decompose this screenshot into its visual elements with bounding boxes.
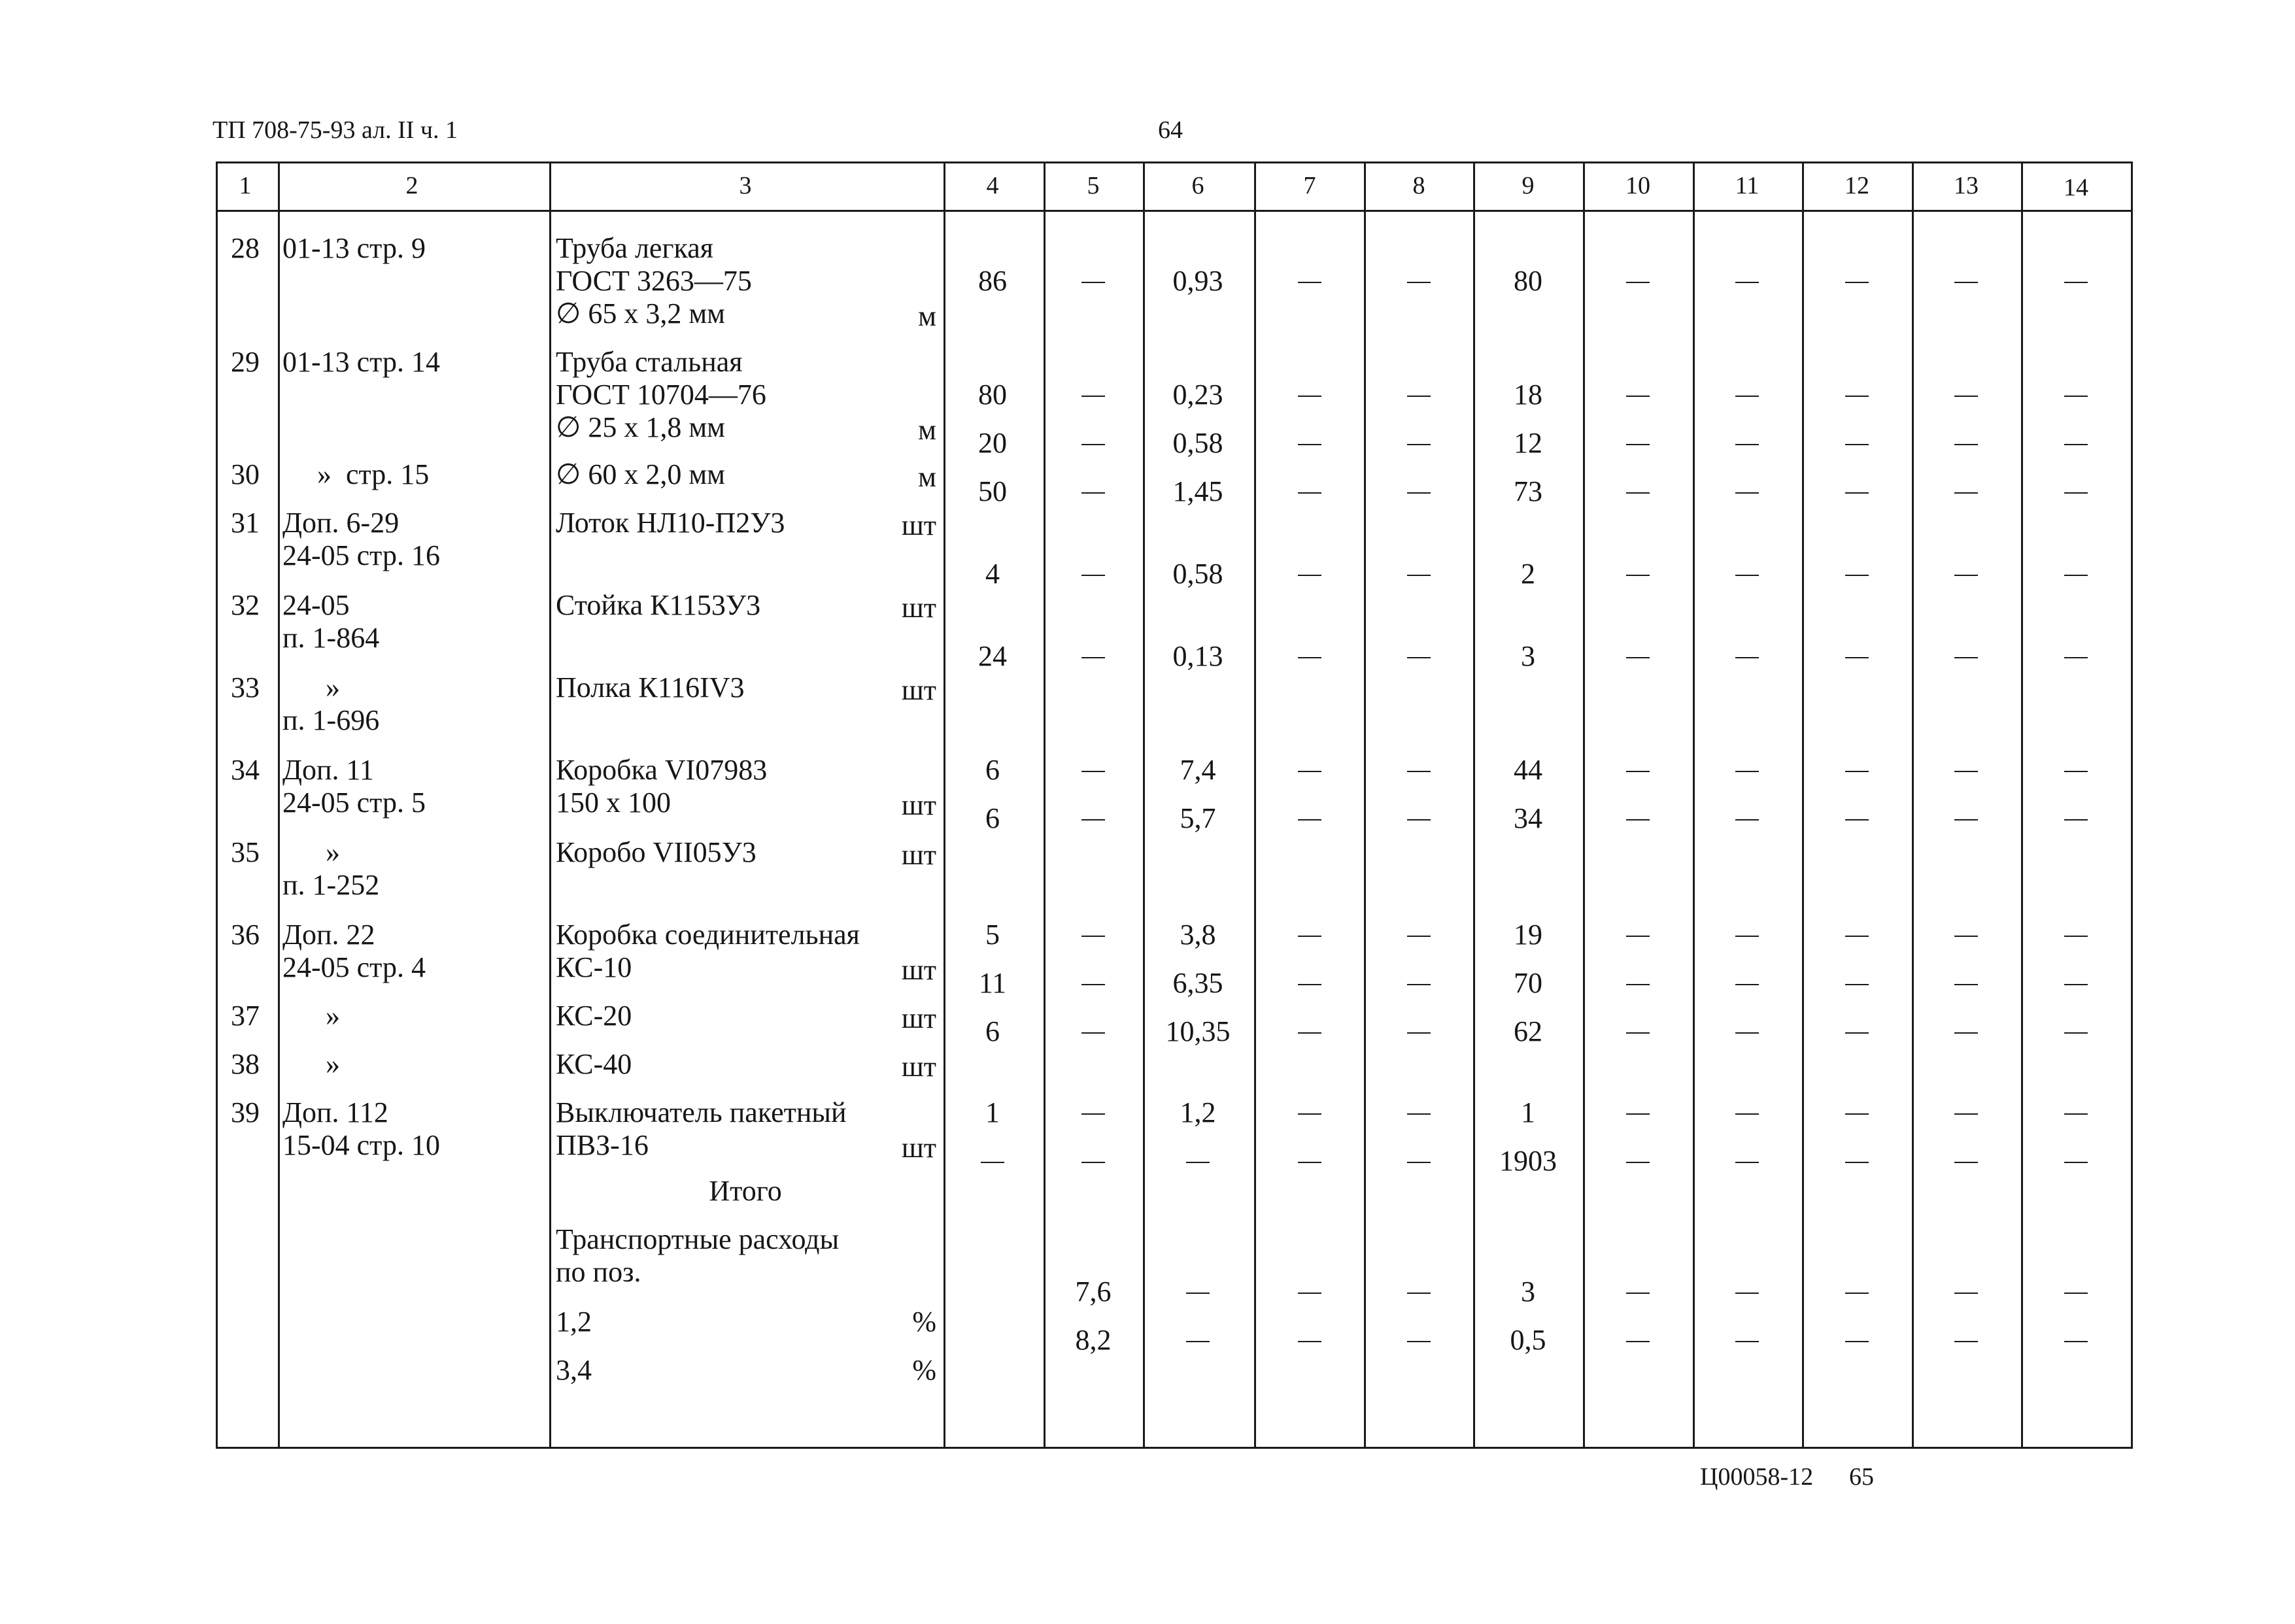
empty-cell-dash bbox=[1735, 444, 1759, 445]
empty-cell-dash bbox=[1298, 819, 1321, 820]
empty-cell-dash bbox=[1298, 984, 1321, 985]
unit-label: м bbox=[918, 414, 936, 446]
empty-cell-dash bbox=[1186, 1293, 1210, 1294]
description-text: Полка К116IV3 bbox=[556, 671, 745, 703]
empty-cell-dash bbox=[1298, 396, 1321, 397]
empty-cell-dash bbox=[1626, 575, 1650, 576]
column-number: 8 bbox=[1412, 172, 1425, 199]
empty-cell-dash bbox=[1735, 771, 1759, 772]
reference-text: п. 1-696 bbox=[282, 704, 380, 736]
description-text: КС-40 bbox=[556, 1048, 632, 1080]
row-number: 36 bbox=[231, 919, 260, 951]
empty-cell-dash bbox=[2064, 492, 2088, 494]
empty-cell-dash bbox=[1081, 771, 1105, 772]
description-text: Труба легкая bbox=[556, 232, 713, 264]
reference-text: Доп. 112 bbox=[282, 1096, 388, 1128]
reference-text: 24-05 стр. 5 bbox=[282, 787, 426, 819]
empty-cell-dash bbox=[2064, 1162, 2088, 1163]
empty-cell-dash bbox=[1407, 1293, 1431, 1294]
empty-cell-dash bbox=[1954, 936, 1978, 937]
quantity-cell: 50 bbox=[978, 475, 1007, 507]
value-cell: 34 bbox=[1514, 802, 1542, 834]
description-text: ∅ 60 х 2,0 мм bbox=[556, 458, 726, 490]
value-cell: 0,13 bbox=[1172, 640, 1223, 672]
unit-label: м bbox=[918, 461, 936, 493]
description-text: Коробка VI07983 bbox=[556, 754, 768, 786]
empty-cell-dash bbox=[1081, 575, 1105, 576]
row-number: 30 bbox=[231, 458, 260, 490]
quantity-cell: 20 bbox=[978, 427, 1007, 459]
empty-cell-dash bbox=[1626, 771, 1650, 772]
table-column-line bbox=[1143, 161, 1145, 1449]
empty-cell-dash bbox=[2064, 936, 2088, 937]
quantity-cell: 24 bbox=[978, 640, 1007, 672]
value-cell: 0,58 bbox=[1172, 427, 1223, 459]
empty-cell-dash bbox=[1845, 282, 1869, 283]
percent-sign: % bbox=[912, 1306, 936, 1338]
empty-cell-dash bbox=[1735, 282, 1759, 283]
value-cell: 62 bbox=[1514, 1015, 1542, 1047]
row-number: 29 bbox=[231, 346, 260, 378]
empty-cell-dash bbox=[1081, 657, 1105, 658]
empty-cell-dash bbox=[1735, 1032, 1759, 1034]
reference-text: » bbox=[326, 671, 340, 703]
column-number: 7 bbox=[1303, 172, 1316, 199]
empty-cell-dash bbox=[1081, 396, 1105, 397]
empty-cell-dash bbox=[1298, 444, 1321, 445]
empty-cell-dash bbox=[2064, 282, 2088, 283]
description-text: ГОСТ 10704—76 bbox=[556, 379, 766, 411]
empty-cell-dash bbox=[1845, 1293, 1869, 1294]
transport-positions: 3,4 bbox=[556, 1354, 592, 1386]
empty-cell-dash bbox=[1081, 492, 1105, 494]
column-number: 1 bbox=[239, 172, 252, 199]
value-cell: 2 bbox=[1521, 558, 1535, 590]
column-number: 2 bbox=[405, 172, 418, 199]
empty-cell-dash bbox=[1626, 984, 1650, 985]
quantity-cell: 6 bbox=[985, 802, 1000, 834]
empty-cell-dash bbox=[1407, 1162, 1431, 1163]
empty-cell-dash bbox=[1626, 657, 1650, 658]
empty-cell-dash bbox=[2064, 575, 2088, 576]
quantity-cell: 6 bbox=[985, 1015, 1000, 1047]
value-cell: 0,93 bbox=[1172, 265, 1223, 297]
empty-cell-dash bbox=[1081, 984, 1105, 985]
value-cell: 44 bbox=[1514, 754, 1542, 786]
column-number: 12 bbox=[1844, 172, 1869, 199]
quantity-cell: 80 bbox=[978, 379, 1007, 411]
quantity-cell: 5 bbox=[985, 919, 1000, 951]
row-number: 32 bbox=[231, 589, 260, 621]
transport-value: 0,5 bbox=[1510, 1324, 1546, 1356]
empty-cell-dash bbox=[1954, 819, 1978, 820]
value-cell: 70 bbox=[1514, 967, 1542, 999]
empty-cell-dash bbox=[1407, 936, 1431, 937]
percent-sign: % bbox=[912, 1354, 936, 1386]
table-column-line bbox=[1912, 161, 1914, 1449]
value-cell: 3 bbox=[1521, 640, 1535, 672]
empty-cell-dash bbox=[1298, 1032, 1321, 1034]
empty-cell-dash bbox=[1298, 936, 1321, 937]
empty-cell-dash bbox=[1735, 936, 1759, 937]
empty-cell-dash bbox=[1407, 984, 1431, 985]
empty-cell-dash bbox=[2064, 1113, 2088, 1115]
empty-cell-dash bbox=[1954, 984, 1978, 985]
row-number: 38 bbox=[231, 1048, 260, 1080]
transport-label: по поз. bbox=[556, 1256, 641, 1288]
empty-cell-dash bbox=[1081, 936, 1105, 937]
empty-cell-dash bbox=[1186, 1162, 1210, 1163]
empty-cell-dash bbox=[1081, 1032, 1105, 1034]
empty-cell-dash bbox=[1735, 492, 1759, 494]
empty-cell-dash bbox=[1626, 444, 1650, 445]
reference-text: » стр. 15 bbox=[317, 458, 430, 490]
empty-cell-dash bbox=[1298, 657, 1321, 658]
value-cell: 7,4 bbox=[1180, 754, 1216, 786]
empty-cell-dash bbox=[1845, 444, 1869, 445]
description-text: Коробо VII05У3 bbox=[556, 836, 756, 868]
reference-text: п. 1-864 bbox=[282, 622, 380, 654]
description-text: КС-20 bbox=[556, 1000, 632, 1032]
empty-cell-dash bbox=[2064, 771, 2088, 772]
unit-label: шт bbox=[901, 1132, 936, 1164]
unit-label: шт bbox=[901, 789, 936, 821]
empty-cell-dash bbox=[1081, 1113, 1105, 1115]
value-cell: 10,35 bbox=[1165, 1015, 1231, 1047]
empty-cell-dash bbox=[1845, 1162, 1869, 1163]
row-number: 35 bbox=[231, 836, 260, 868]
empty-cell-dash bbox=[1954, 1162, 1978, 1163]
table-column-line bbox=[1254, 161, 1256, 1449]
reference-text: 01-13 стр. 9 bbox=[282, 232, 426, 264]
empty-cell-dash bbox=[1845, 1113, 1869, 1115]
column-number: 3 bbox=[739, 172, 752, 199]
empty-cell-dash bbox=[1407, 771, 1431, 772]
value-cell: 6,35 bbox=[1172, 967, 1223, 999]
unit-label: шт bbox=[901, 509, 936, 541]
value-cell: 0,23 bbox=[1172, 379, 1223, 411]
empty-cell-dash bbox=[1954, 1293, 1978, 1294]
empty-cell-dash bbox=[1407, 396, 1431, 397]
value-cell: 19 bbox=[1514, 919, 1542, 951]
empty-cell-dash bbox=[1735, 1341, 1759, 1342]
empty-cell-dash bbox=[1845, 657, 1869, 658]
empty-cell-dash bbox=[1954, 282, 1978, 283]
empty-cell-dash bbox=[1845, 1341, 1869, 1342]
table-column-line bbox=[1693, 161, 1695, 1449]
document-code: ТП 708-75-93 ал. II ч. 1 bbox=[212, 116, 458, 144]
table-column-line bbox=[216, 161, 218, 1449]
transport-value: 3 bbox=[1521, 1276, 1535, 1308]
empty-cell-dash bbox=[1298, 1293, 1321, 1294]
empty-cell-dash bbox=[1735, 657, 1759, 658]
empty-cell-dash bbox=[1407, 444, 1431, 445]
empty-cell-dash bbox=[1845, 819, 1869, 820]
reference-text: 01-13 стр. 14 bbox=[282, 346, 440, 378]
empty-cell-dash bbox=[1845, 575, 1869, 576]
description-text: ПВЗ-16 bbox=[556, 1129, 649, 1161]
empty-cell-dash bbox=[1735, 819, 1759, 820]
total-value: 1903 bbox=[1499, 1145, 1557, 1177]
empty-cell-dash bbox=[1298, 771, 1321, 772]
empty-cell-dash bbox=[2064, 1293, 2088, 1294]
empty-cell-dash bbox=[1407, 1032, 1431, 1034]
quantity-cell: 1 bbox=[985, 1096, 1000, 1128]
empty-cell-dash bbox=[1298, 1162, 1321, 1163]
empty-cell-dash bbox=[1735, 575, 1759, 576]
empty-cell-dash bbox=[1186, 1341, 1210, 1342]
empty-cell-dash bbox=[1298, 575, 1321, 576]
row-number: 31 bbox=[231, 507, 260, 539]
quantity-cell: 6 bbox=[985, 754, 1000, 786]
column-number: 9 bbox=[1522, 172, 1535, 199]
table-top-border bbox=[216, 161, 2133, 163]
table-column-line bbox=[944, 161, 945, 1449]
quantity-cell: 11 bbox=[978, 967, 1007, 999]
value-cell: 80 bbox=[1514, 265, 1542, 297]
empty-cell-dash bbox=[1954, 1113, 1978, 1115]
empty-cell-dash bbox=[1954, 771, 1978, 772]
table-column-line bbox=[1802, 161, 1804, 1449]
unit-label: шт bbox=[901, 1002, 936, 1034]
reference-text: 24-05 стр. 4 bbox=[282, 951, 426, 983]
value-cell: 0,58 bbox=[1172, 558, 1223, 590]
empty-cell-dash bbox=[1407, 492, 1431, 494]
value-cell: 12 bbox=[1514, 427, 1542, 459]
empty-cell-dash bbox=[1407, 657, 1431, 658]
column-number: 10 bbox=[1625, 172, 1650, 199]
description-text: Коробка соединительная bbox=[556, 919, 860, 951]
empty-cell-dash bbox=[1735, 1162, 1759, 1163]
value-cell: 3,8 bbox=[1180, 919, 1216, 951]
empty-cell-dash bbox=[2064, 1341, 2088, 1342]
empty-cell-dash bbox=[1298, 1113, 1321, 1115]
reference-text: п. 1-252 bbox=[282, 869, 380, 901]
description-text: Лоток НЛ10-П2У3 bbox=[556, 507, 785, 539]
description-text: Труба стальная bbox=[556, 346, 743, 378]
transport-value: 8,2 bbox=[1075, 1324, 1112, 1356]
empty-cell-dash bbox=[2064, 444, 2088, 445]
empty-cell-dash bbox=[1954, 575, 1978, 576]
column-number: 13 bbox=[1954, 172, 1979, 199]
table-column-line bbox=[2131, 161, 2133, 1449]
quantity-cell: 4 bbox=[985, 558, 1000, 590]
empty-cell-dash bbox=[1735, 1293, 1759, 1294]
empty-cell-dash bbox=[1407, 282, 1431, 283]
reference-text: 24-05 стр. 16 bbox=[282, 539, 440, 571]
quantity-cell: 86 bbox=[978, 265, 1007, 297]
reference-text: » bbox=[326, 1048, 340, 1080]
empty-cell-dash bbox=[1845, 492, 1869, 494]
reference-text: Доп. 6-29 bbox=[282, 507, 400, 539]
empty-cell-dash bbox=[1626, 282, 1650, 283]
empty-cell-dash bbox=[1081, 444, 1105, 445]
empty-cell-dash bbox=[1954, 396, 1978, 397]
table-column-line bbox=[2021, 161, 2023, 1449]
empty-cell-dash bbox=[1407, 1341, 1431, 1342]
empty-cell-dash bbox=[1845, 984, 1869, 985]
column-number: 6 bbox=[1191, 172, 1204, 199]
empty-cell-dash bbox=[1626, 492, 1650, 494]
empty-cell-dash bbox=[1407, 575, 1431, 576]
table-column-line bbox=[1044, 161, 1046, 1449]
unit-label: м bbox=[918, 300, 936, 332]
empty-cell-dash bbox=[1081, 282, 1105, 283]
total-label: Итого bbox=[709, 1175, 782, 1207]
column-number: 11 bbox=[1735, 172, 1760, 199]
transport-label: Транспортные расходы bbox=[556, 1223, 840, 1255]
row-number: 28 bbox=[231, 232, 260, 264]
description-text: ГОСТ 3263—75 bbox=[556, 265, 752, 297]
empty-cell-dash bbox=[1954, 657, 1978, 658]
value-cell: 5,7 bbox=[1180, 802, 1216, 834]
row-number: 34 bbox=[231, 754, 260, 786]
empty-cell-dash bbox=[2064, 657, 2088, 658]
table-column-line bbox=[1364, 161, 1366, 1449]
unit-label: шт bbox=[901, 839, 936, 871]
empty-cell-dash bbox=[1626, 936, 1650, 937]
description-text: Стойка К1153У3 bbox=[556, 589, 761, 621]
empty-cell-dash bbox=[1735, 1113, 1759, 1115]
value-cell: 1,45 bbox=[1172, 475, 1223, 507]
empty-cell-dash bbox=[2064, 1032, 2088, 1034]
empty-cell-dash bbox=[1407, 1113, 1431, 1115]
empty-cell-dash bbox=[1626, 819, 1650, 820]
reference-text: 24-05 bbox=[282, 589, 350, 621]
table-column-line bbox=[278, 161, 280, 1449]
reference-text: Доп. 11 bbox=[282, 754, 374, 786]
empty-cell-dash bbox=[1626, 1113, 1650, 1115]
row-number: 33 bbox=[231, 671, 260, 703]
empty-cell-dash bbox=[1298, 1341, 1321, 1342]
empty-cell-dash bbox=[1626, 1162, 1650, 1163]
table-bottom-border bbox=[216, 1447, 2133, 1449]
empty-cell-dash bbox=[1081, 819, 1105, 820]
value-cell: 73 bbox=[1514, 475, 1542, 507]
empty-cell-dash bbox=[1954, 444, 1978, 445]
empty-cell-dash bbox=[1954, 492, 1978, 494]
row-number: 39 bbox=[231, 1096, 260, 1128]
empty-cell-dash bbox=[1735, 984, 1759, 985]
empty-cell-dash bbox=[1626, 1032, 1650, 1034]
row-number: 37 bbox=[231, 1000, 260, 1032]
empty-cell-dash bbox=[1845, 771, 1869, 772]
empty-cell-dash bbox=[1735, 396, 1759, 397]
description-text: Выключатель пакетный bbox=[556, 1096, 847, 1128]
description-text: ∅ 65 х 3,2 мм bbox=[556, 297, 726, 330]
reference-text: Доп. 22 bbox=[282, 919, 375, 951]
table-column-line bbox=[1473, 161, 1475, 1449]
empty-cell-dash bbox=[1626, 1341, 1650, 1342]
description-text: 150 х 100 bbox=[556, 787, 671, 819]
description-text: КС-10 bbox=[556, 951, 632, 983]
table-column-line bbox=[549, 161, 551, 1449]
empty-cell-dash bbox=[1626, 1293, 1650, 1294]
unit-label: шт bbox=[901, 954, 936, 986]
table-header-border bbox=[216, 210, 2133, 212]
unit-label: шт bbox=[901, 1051, 936, 1083]
transport-positions: 1,2 bbox=[556, 1306, 592, 1338]
empty-cell-dash bbox=[1845, 1032, 1869, 1034]
column-number: 14 bbox=[2064, 174, 2088, 201]
empty-cell-dash bbox=[1954, 1032, 1978, 1034]
value-cell: 1 bbox=[1521, 1096, 1535, 1128]
empty-cell-dash bbox=[1081, 1162, 1105, 1163]
empty-cell-dash bbox=[1298, 492, 1321, 494]
value-cell: 18 bbox=[1514, 379, 1542, 411]
column-number: 5 bbox=[1087, 172, 1100, 199]
description-text: ∅ 25 х 1,8 мм bbox=[556, 411, 726, 443]
footer-page: 65 bbox=[1849, 1463, 1874, 1491]
empty-cell-dash bbox=[1407, 819, 1431, 820]
empty-cell-dash bbox=[981, 1162, 1004, 1163]
page-number: 64 bbox=[1158, 116, 1183, 144]
reference-text: » bbox=[326, 1000, 340, 1032]
empty-cell-dash bbox=[2064, 396, 2088, 397]
transport-value: 7,6 bbox=[1075, 1276, 1112, 1308]
empty-cell-dash bbox=[1298, 282, 1321, 283]
footer-code: Ц00058-12 bbox=[1700, 1463, 1814, 1491]
empty-cell-dash bbox=[1954, 1341, 1978, 1342]
empty-cell-dash bbox=[1626, 396, 1650, 397]
column-number: 4 bbox=[986, 172, 999, 199]
reference-text: » bbox=[326, 836, 340, 868]
empty-cell-dash bbox=[2064, 984, 2088, 985]
unit-label: шт bbox=[901, 592, 936, 624]
table-column-line bbox=[1583, 161, 1585, 1449]
empty-cell-dash bbox=[2064, 819, 2088, 820]
reference-text: 15-04 стр. 10 bbox=[282, 1129, 440, 1161]
empty-cell-dash bbox=[1845, 396, 1869, 397]
value-cell: 1,2 bbox=[1180, 1096, 1216, 1128]
empty-cell-dash bbox=[1845, 936, 1869, 937]
unit-label: шт bbox=[901, 674, 936, 706]
